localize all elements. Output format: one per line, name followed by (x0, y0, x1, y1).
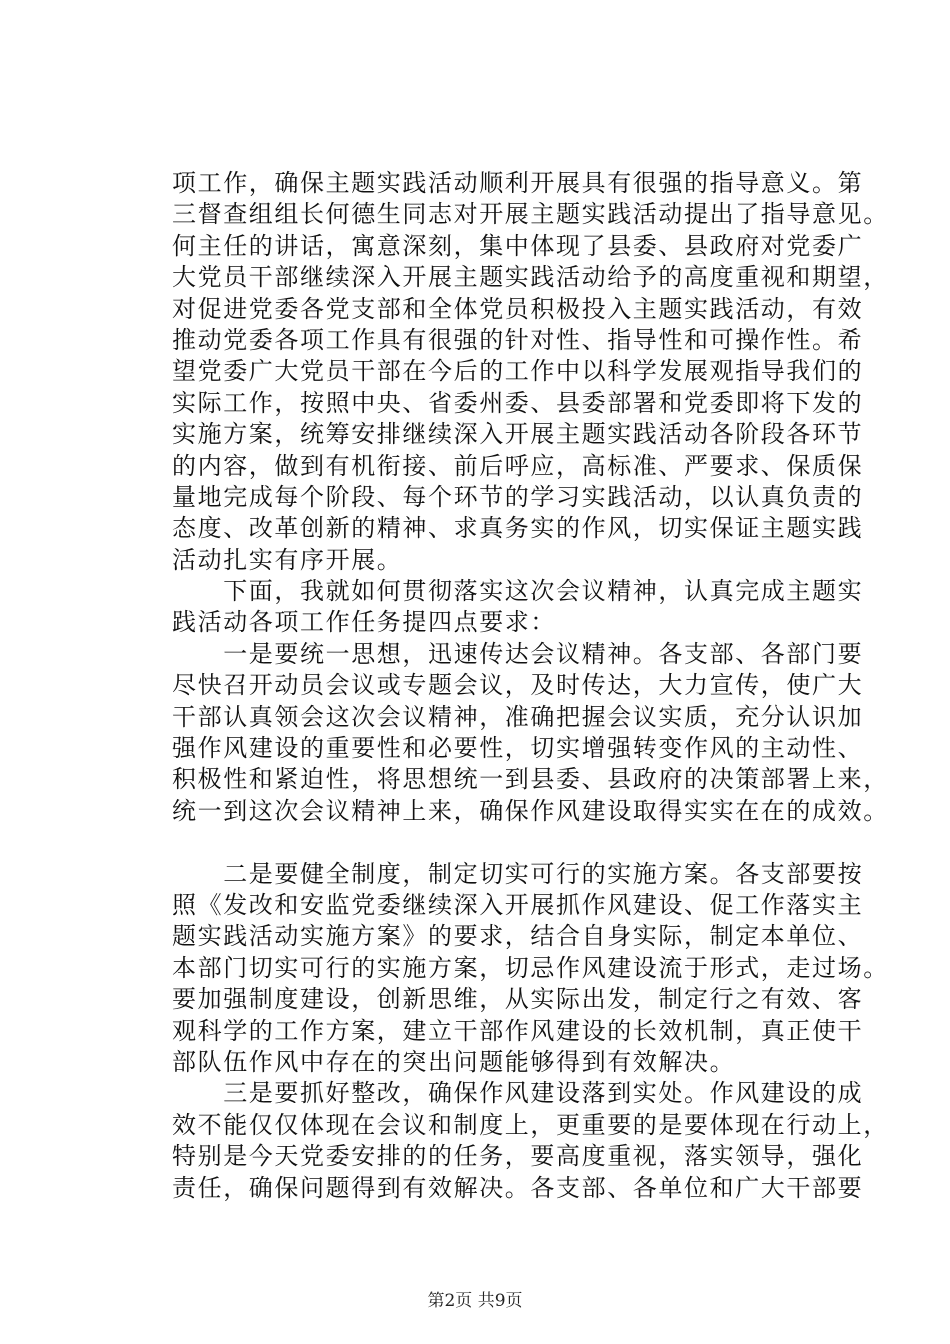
page-footer: 第2页 共9页 (427, 1291, 523, 1311)
text-line: 践活动各项工作任务提四点要求： (172, 608, 556, 637)
text-line: 实际工作，按照中央、省委州委、县委部署和党委即将下发的 (172, 388, 864, 417)
text-line: 何主任的讲话，寓意深刻，集中体现了县委、县政府对党委广 (172, 231, 864, 260)
text-line: 推动党委各项工作具有很强的针对性、指导性和可操作性。希 (172, 325, 864, 354)
text-line: 干部认真领会这次会议精神，准确把握会议实质，充分认识加 (172, 702, 864, 731)
text-line: 项工作，确保主题实践活动顺利开展具有很强的指导意义。第 (172, 169, 864, 197)
text-line: 积极性和紧迫性，将思想统一到县委、县政府的决策部署上来， (172, 765, 889, 794)
text-line: 对促进党委各党支部和全体党员积极投入主题实践活动，有效 (172, 294, 864, 323)
text-line: 活动扎实有序开展。 (172, 545, 403, 574)
text-line: 效不能仅仅体现在会议和制度上，更重要的是要体现在行动上， (172, 1110, 889, 1139)
blank-line (172, 827, 852, 858)
text-line: 部队伍作风中存在的突出问题能够得到有效解决。 (172, 1047, 736, 1076)
text-line: 的内容，做到有机衔接、前后呼应，高标准、严要求、保质保 (172, 451, 864, 480)
text-line: 大党员干部继续深入开展主题实践活动给予的高度重视和期望， (172, 263, 889, 292)
text-line: 责任，确保问题得到有效解决。各支部、各单位和广大干部要 (172, 1173, 864, 1202)
body-text (172, 168, 889, 1204)
text-line: 本部门切实可行的实施方案，切忌作风建设流于形式，走过场。 (172, 953, 889, 982)
text-line: 望党委广大党员干部在今后的工作中以科学发展观指导我们的 (172, 357, 864, 386)
text-line: 要加强制度建设，创新思维，从实际出发，制定行之有效、客 (172, 985, 864, 1014)
text-line: 统一到这次会议精神上来，确保作风建设取得实实在在的成效。 (172, 796, 889, 825)
text-line: 观科学的工作方案，建立干部作风建设的长效机制，真正使干 (172, 1016, 864, 1045)
text-line: 题实践活动实施方案》的要求，结合自身实际，制定本单位、 (172, 922, 864, 951)
text-line: 一是要统一思想，迅速传达会议精神。各支部、各部门要 (172, 639, 864, 668)
text-line: 三是要抓好整改，确保作风建设落到实处。作风建设的成 (172, 1079, 864, 1108)
text-line: 尽快召开动员会议或专题会议，及时传达，大力宣传，使广大 (172, 671, 864, 700)
text-line: 量地完成每个阶段、每个环节的学习实践活动，以认真负责的 (172, 482, 864, 511)
text-line: 下面，我就如何贯彻落实这次会议精神，认真完成主题实 (172, 577, 864, 606)
text-line: 特别是今天党委安排的的任务，要高度重视，落实领导，强化 (172, 1142, 864, 1171)
text-line: 照《发改和安监党委继续深入开展抓作风建设、促工作落实主 (172, 890, 864, 919)
text-line: 二是要健全制度，制定切实可行的实施方案。各支部要按 (172, 859, 864, 888)
text-line: 实施方案，统筹安排继续深入开展主题实践活动各阶段各环节 (172, 420, 864, 449)
text-line: 态度、改革创新的精神、求真务实的作风，切实保证主题实践 (172, 514, 864, 543)
text-line: 强作风建设的重要性和必要性，切实增强转变作风的主动性、 (172, 734, 864, 763)
text-line: 三督查组组长何德生同志对开展主题实践活动提出了指导意见。 (172, 200, 889, 229)
